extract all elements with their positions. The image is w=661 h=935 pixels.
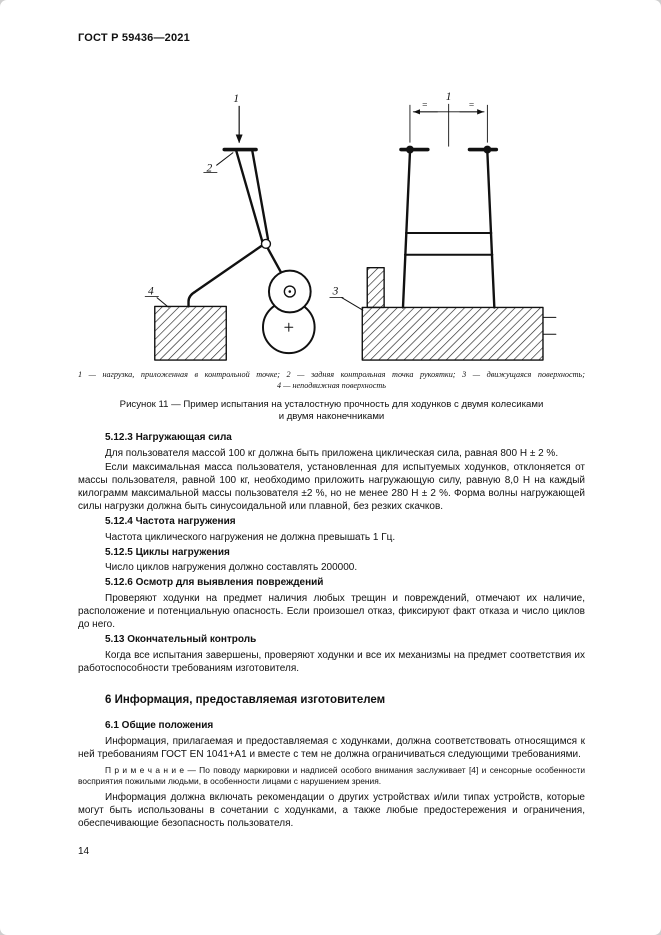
walker-side-view (155, 150, 315, 360)
figure-caption (78, 399, 585, 423)
document-content (78, 432, 585, 830)
moving-surface-block (367, 268, 384, 308)
section-heading: 6.1 Общие положения (105, 719, 214, 731)
frame-junction (262, 239, 271, 248)
equal-sign-right: = (468, 100, 475, 111)
callout-moving-surface: 3 (332, 285, 339, 298)
left-callouts (145, 93, 363, 311)
chapter-heading: 6 Информация, предоставляемая изготовителем (105, 693, 386, 706)
note-paragraph: П р и м е ч а н и е — По поводу маркировки и надписей особого внимания заслуживает [4] и сенсорные особенности восприятия пожилыми людьми, в особенности лицами с нарушением зрения. (78, 764, 585, 786)
figure-11-drawing (78, 87, 585, 365)
paragraph: Число циклов нагружения должно составлять 200000. (105, 562, 358, 574)
fixed-surface-block-left (155, 306, 226, 360)
callout-load: 1 (233, 92, 240, 105)
fixed-surface-block-right (362, 307, 543, 360)
figure-11 (78, 87, 585, 423)
load-point-left (406, 146, 414, 154)
figure-legend (78, 370, 585, 391)
figure-legend-line-2: 4 — неподвижная поверхность (276, 380, 387, 390)
paragraph: Для пользователя массой 100 кг должна быть приложена циклическая сила, равная 800 Н ± 2 %. (105, 447, 559, 459)
section-heading: 5.12.6 Осмотр для выявления повреждений (105, 577, 324, 589)
figure-legend-line-1: 1 — нагрузка, приложенная в контрольной точке; 2 — задняя контрольная точка рукоятки; 3 — движущаяся поверхность; (78, 370, 585, 379)
figure-caption-line-1: Рисунок 11 — Пример испытания на усталостную прочность для ходунков с двумя колесиками (119, 399, 544, 410)
section-heading: 5.13 Окончательный контроль (105, 634, 257, 646)
section-heading: 5.12.3 Нагружающая сила (105, 431, 232, 443)
callout-handle-point: 2 (206, 162, 213, 175)
paragraph: Когда все испытания завершены, проверяют ходунки и все их механизмы на предмет соответствия их работоспособности требованиям изготовителя. (78, 649, 585, 674)
load-point-right (483, 146, 491, 154)
paragraph: Информация должна включать рекомендации о других устройствах и/или типах устройств, которые могут быть использованы в сочетании с ходунками, а также любые предостережения и ограничения, обеспечивающие безопасность пользователя. (78, 792, 585, 830)
dimension-annotation (410, 91, 487, 147)
equal-sign-left: = (422, 100, 428, 111)
paragraph: Частота циклического нагружения не должна превышать 1 Гц. (105, 531, 396, 543)
paragraph: Проверяют ходунки на предмет наличия любых трещин и повреждений, отмечают их наличие, расположение и потенциальную опасность. Если произошел отказ, фиксируют факт отказа и число циклов до него. (78, 593, 585, 631)
paragraph: Если максимальная масса пользователя, установленная для испытуемых ходунков, отклоняется от массы пользователя, равной 100 кг, необходимо приложить нагружающую силу, равную 8,0 Н на каждый килограмм максимальной массы пользователя ±2 %, но не менее 280 Н ± 2 %. Форма волны нагружающей силы нагрузки должна быть синусоидальной или плавной, без резких скачков. (78, 461, 585, 512)
paragraph: Информация, прилагаемая и предоставляемая с ходунками, должна соответствовать относящимся к ней требованиям ГОСТ EN 1041+A1 и вместе с тем не должна ограничиваться следующими требованиями. (78, 735, 585, 760)
page-number: 14 (78, 846, 90, 857)
callout-fixed-surface: 4 (147, 285, 154, 298)
section-heading: 5.12.5 Циклы нагружения (105, 546, 230, 558)
walker-front-view (362, 146, 556, 360)
section-heading: 5.12.4 Частота нагружения (105, 515, 236, 527)
document-header: ГОСТ Р 59436—2021 (78, 32, 190, 44)
figure-caption-line-2: и двумя наконечниками (278, 410, 385, 422)
callout-dim-label: 1 (445, 90, 452, 103)
